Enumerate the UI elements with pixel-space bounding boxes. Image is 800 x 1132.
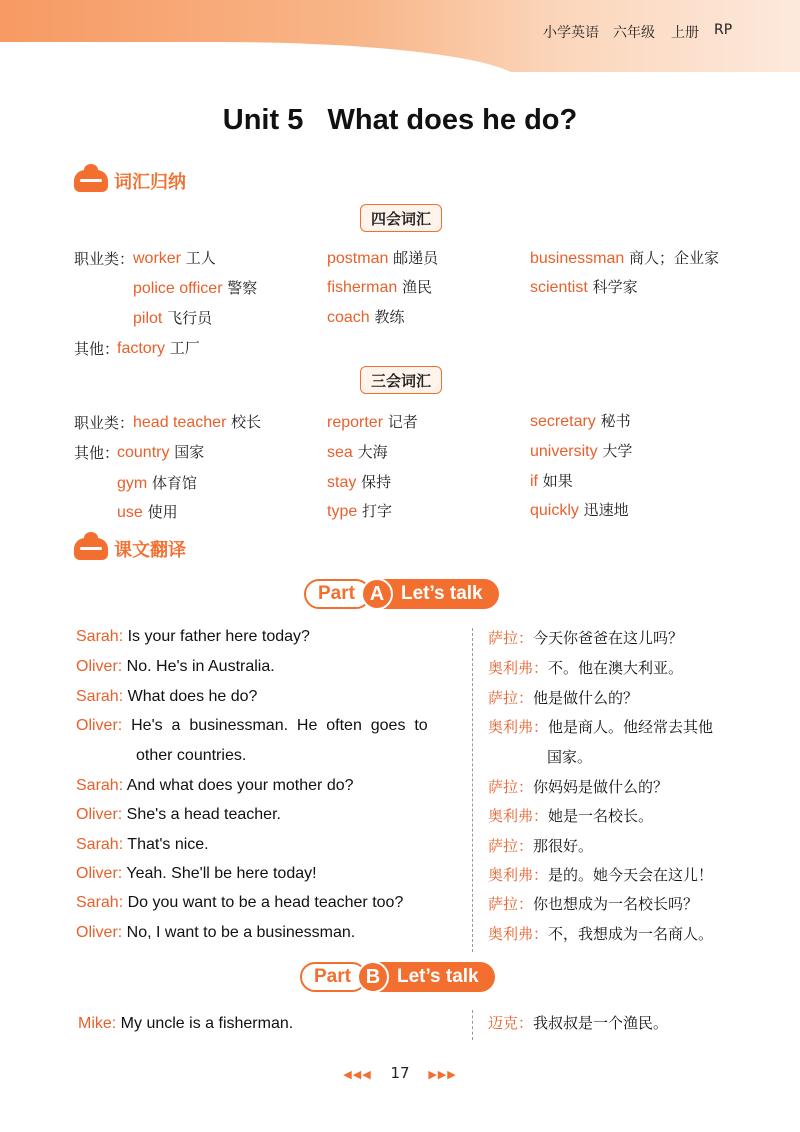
vocab-item: gym 体育馆	[117, 474, 198, 492]
vocab-item: sea 大海	[327, 443, 388, 461]
dialogue-line: Sarah: Do you want to be a head teacher too?	[76, 894, 404, 911]
vocab-item: if 如果	[530, 472, 573, 490]
vocab-prefix: 职业类：	[74, 250, 135, 268]
vocab-item: factory 工厂	[117, 339, 200, 357]
four-skills-tag	[360, 204, 442, 232]
part-b-badge	[300, 960, 495, 994]
vocab-section-header	[74, 166, 186, 196]
page-title: Unit 5 What does he do?	[222, 104, 578, 136]
dialogue-line: Oliver: No, I want to be a businessman.	[76, 924, 356, 941]
part-label: Part	[300, 962, 367, 992]
vocab-item: coach 教练	[327, 308, 405, 326]
vocab-item: type 打字	[327, 502, 393, 520]
column-divider	[472, 628, 473, 952]
translation-line: 奥利弗：不。他在澳大利亚。	[488, 659, 684, 677]
vocab-item: country 国家	[117, 443, 205, 461]
translation-line: 萨拉：那很好。	[488, 837, 594, 855]
vocab-item: businessman 商人；企业家	[530, 249, 720, 267]
cloud-icon	[74, 538, 108, 560]
dialogue-line: other countries.	[136, 747, 247, 764]
part-label: Part	[304, 579, 371, 609]
part-letter: B	[357, 961, 389, 993]
translation-line: 国家。	[547, 748, 593, 766]
vocab-prefix: 职业类：	[74, 414, 135, 432]
translation-line: 奥利弗：她是一名校长。	[488, 807, 654, 825]
vocab-section-label: 词汇归纳	[114, 172, 186, 193]
header-subject: 小学英语	[543, 25, 599, 41]
dialogue-line: Oliver: Yeah. She'll be here today!	[76, 865, 317, 882]
vocab-item: worker 工人	[133, 249, 216, 267]
translation-line: 萨拉：你妈妈是做什么的？	[488, 778, 669, 796]
dialogue-line: Oliver: She's a head teacher.	[76, 806, 281, 823]
vocab-item: fisherman 渔民	[327, 278, 433, 296]
vocab-prefix: 其他：	[74, 340, 120, 358]
vocab-item: postman 邮递员	[327, 249, 439, 267]
page-number: 17	[390, 1064, 410, 1082]
three-skills-tag-label: 三会词汇	[371, 371, 432, 390]
translation-line: 萨拉：他是做什么的？	[488, 689, 639, 707]
dialogue-line: Sarah: That's nice.	[76, 836, 209, 853]
left-arrows-icon: ◀◀◀	[343, 1068, 372, 1081]
translation-section-header	[74, 534, 186, 564]
dialogue-line: Oliver: He's a businessman. He often goes to	[76, 717, 428, 734]
right-arrows-icon: ▶▶▶	[428, 1068, 457, 1081]
header-volume: 上册	[671, 25, 699, 41]
vocab-item: university 大学	[530, 442, 633, 460]
dialogue-line: Oliver: No. He's in Australia.	[76, 658, 275, 675]
translation-line: 奥利弗：他是商人。他经常去其他	[488, 718, 714, 736]
vocab-item: secretary 秘书	[530, 412, 631, 430]
four-skills-tag-label: 四会词汇	[371, 209, 432, 228]
vocab-item: use 使用	[117, 503, 178, 521]
part-title: Let’s talk	[383, 579, 499, 609]
vocab-item: scientist 科学家	[530, 278, 638, 296]
header-grade: 六年级	[613, 25, 655, 41]
part-letter: A	[361, 578, 393, 610]
dialogue-line: Sarah: And what does your mother do?	[76, 777, 354, 794]
vocab-item: stay 保持	[327, 473, 392, 491]
header-edition: RP	[714, 22, 733, 38]
part-title: Let’s talk	[379, 962, 495, 992]
vocab-item: police officer 警察	[133, 279, 258, 297]
dialogue-line: Sarah: What does he do?	[76, 688, 258, 705]
three-skills-tag	[360, 366, 442, 394]
translation-line: 迈克：我叔叔是一个渔民。	[488, 1014, 669, 1032]
cloud-icon	[74, 170, 108, 192]
column-divider	[472, 1010, 473, 1040]
translation-line: 奥利弗：是的。她今天会在这儿！	[488, 866, 714, 884]
part-a-badge	[304, 577, 499, 611]
vocab-item: quickly 迅速地	[530, 501, 629, 519]
vocab-prefix: 其他：	[74, 444, 120, 462]
translation-section-label: 课文翻译	[114, 540, 186, 561]
vocab-item: head teacher 校长	[133, 413, 262, 431]
dialogue-line: Sarah: Is your father here today?	[76, 628, 310, 645]
vocab-item: pilot 飞行员	[133, 309, 213, 327]
dialogue-line: Mike: My uncle is a fisherman.	[78, 1015, 294, 1032]
translation-line: 萨拉：今天你爸爸在这儿吗？	[488, 629, 684, 647]
vocab-item: reporter 记者	[327, 413, 418, 431]
translation-line: 萨拉：你也想成为一名校长吗？	[488, 895, 699, 913]
page-footer	[0, 1064, 800, 1082]
translation-line: 奥利弗：不，我想成为一名商人。	[488, 925, 714, 943]
